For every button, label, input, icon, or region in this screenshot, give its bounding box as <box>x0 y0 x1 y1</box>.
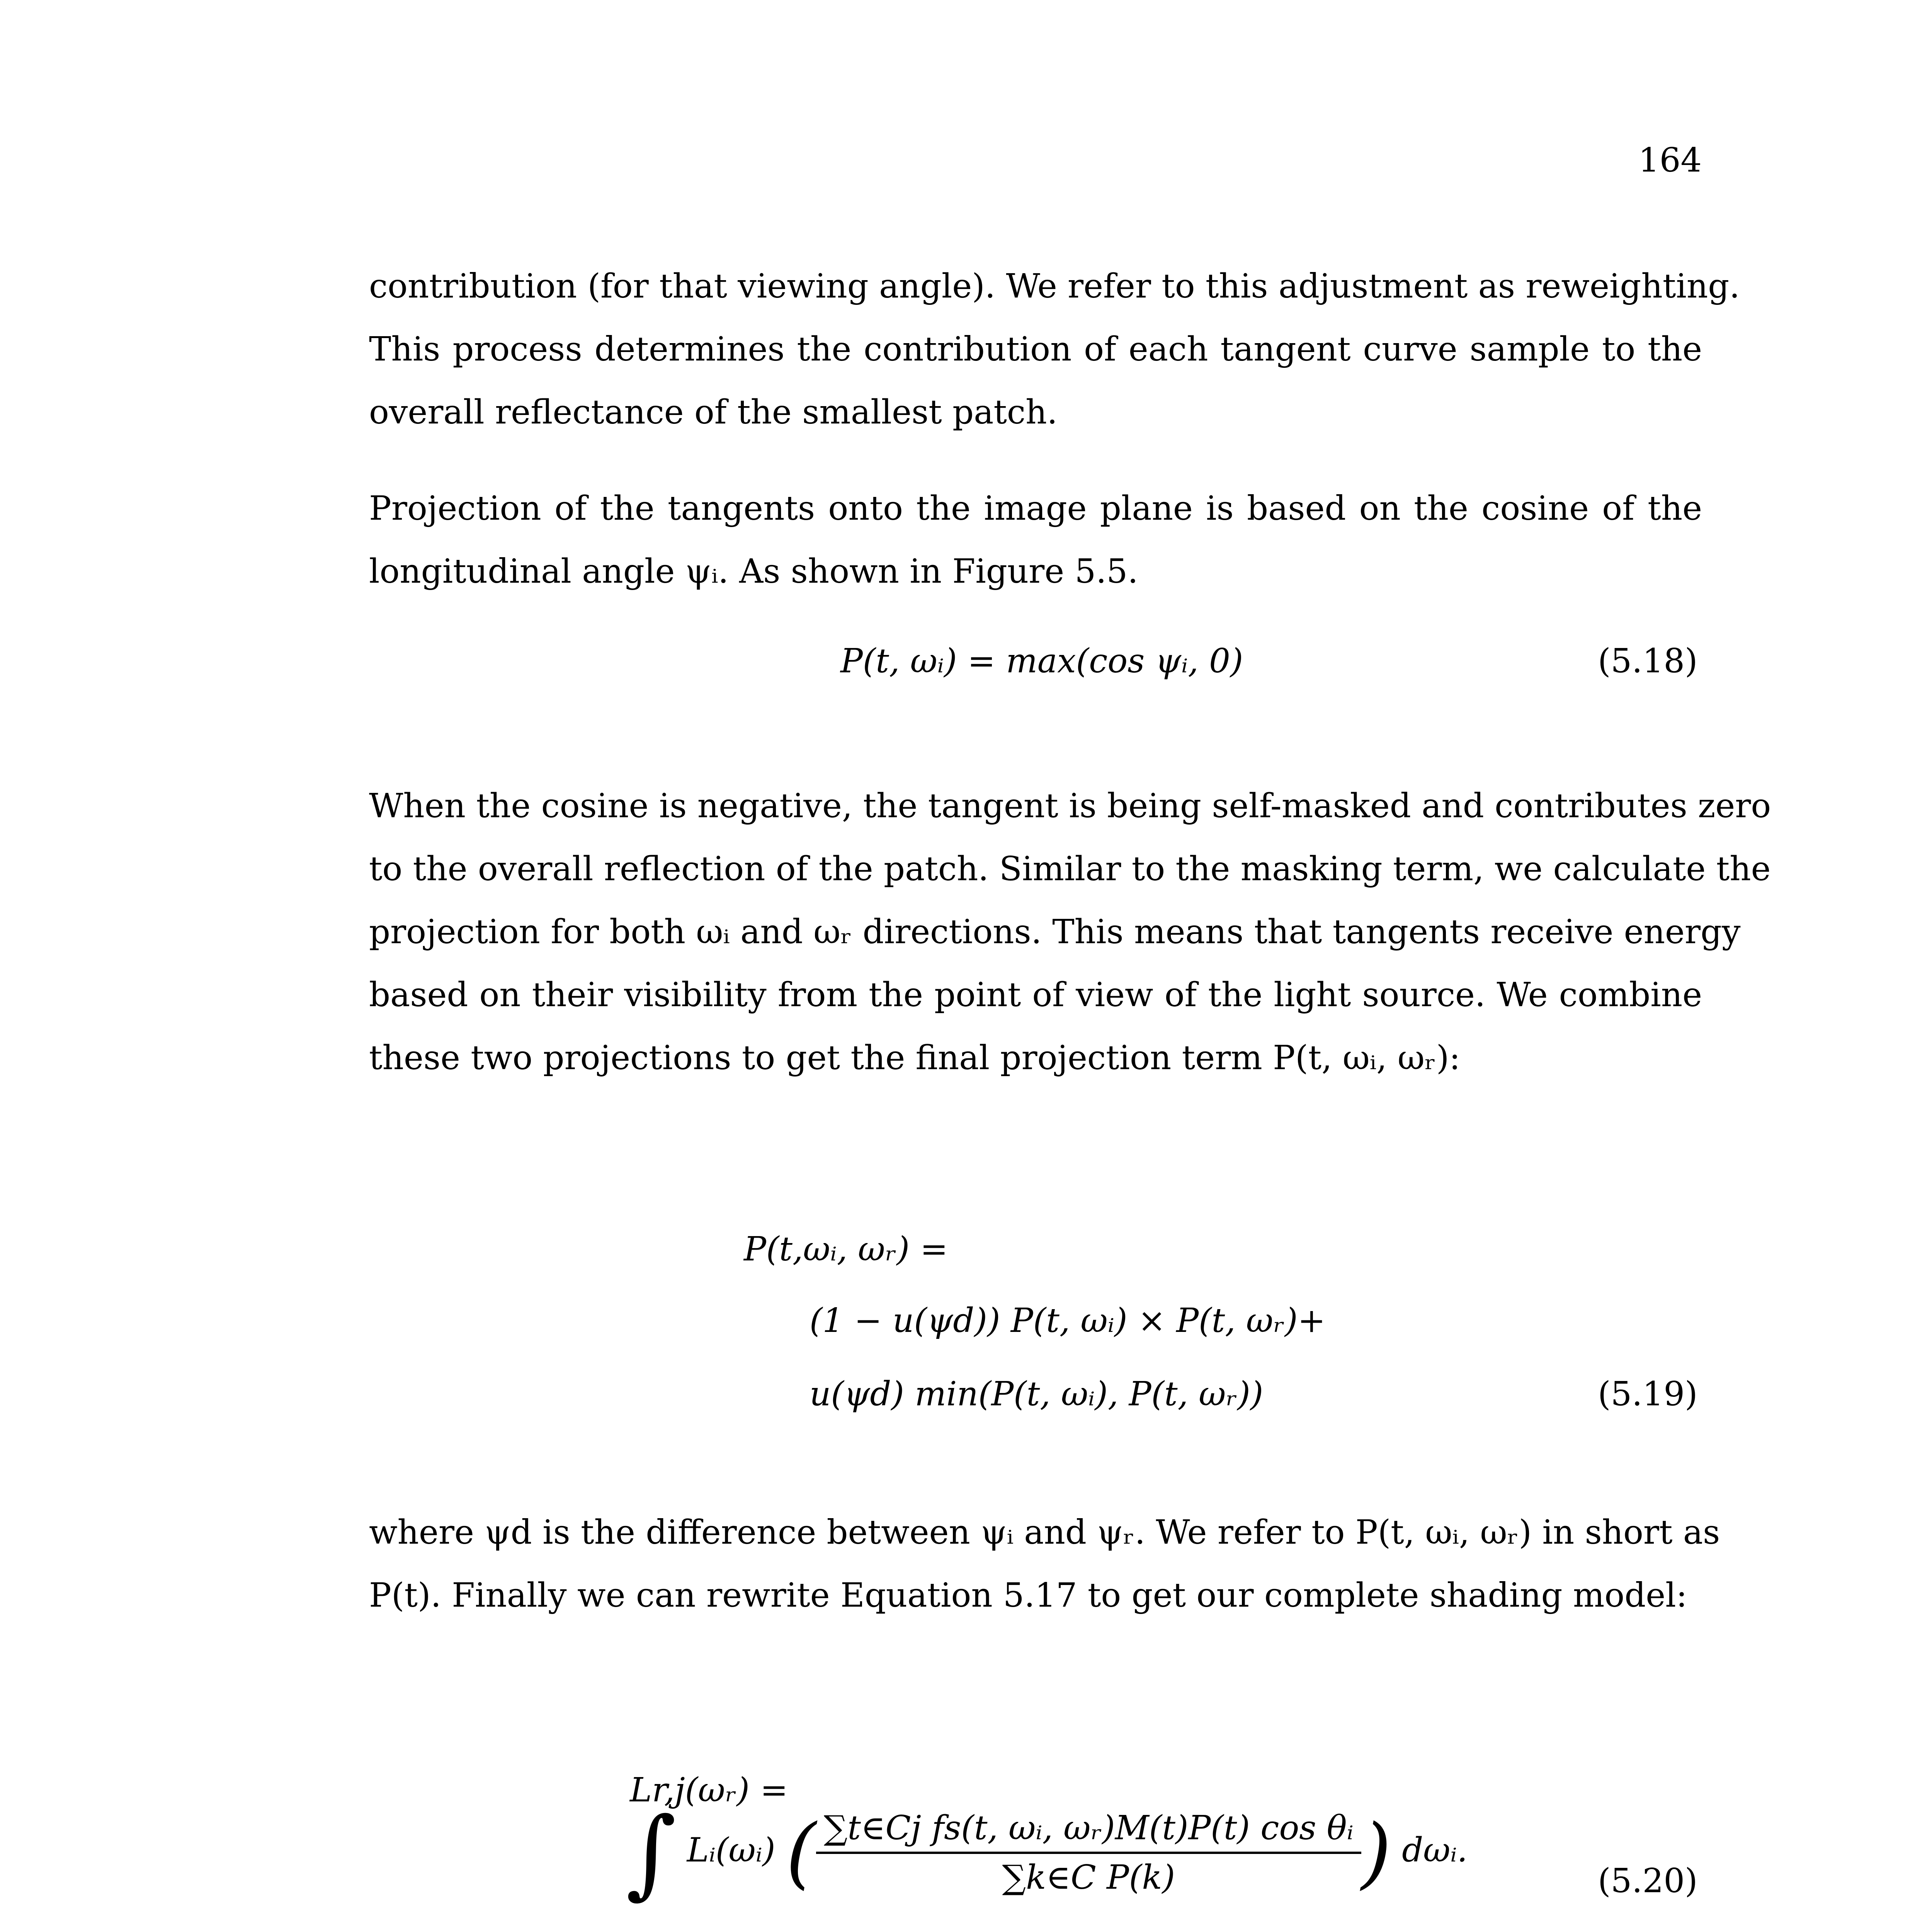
text-line: these two projections to get the final projection term P(t, ωᵢ, ωᵣ): <box>369 1039 1461 1077</box>
text-line: projection for both ωᵢ and ωᵣ directions. This means that tangents receive energy <box>369 913 1741 951</box>
fraction-denominator: ∑k∈C P(k) <box>1002 1858 1175 1897</box>
equation-5-19-line-1: P(t,ωᵢ, ωᵣ) = <box>744 1230 948 1269</box>
paragraph-reweighting <box>369 255 1740 444</box>
text-line: based on their visibility from the point of view of the light source. We combine <box>369 976 1702 1014</box>
incident-radiance: Lᵢ(ωᵢ) <box>687 1831 776 1870</box>
text-line: This process determines the contribution of each tangent curve sample to the <box>369 330 1702 369</box>
differential: dωᵢ. <box>1402 1831 1468 1870</box>
text-line: Projection of the tangents onto the image plane is based on the cosine of the <box>369 489 1702 528</box>
page-number: 164 <box>1638 141 1702 180</box>
equation-5-18: P(t, ωᵢ) = max(cos ψᵢ, 0) <box>840 642 1243 680</box>
equation-number-5-19: (5.19) <box>1598 1375 1698 1413</box>
equation-number-5-18: (5.18) <box>1598 642 1698 680</box>
integral-sign: ∫ <box>626 1796 677 1909</box>
fraction-numerator: ∑t∈Cj fs(t, ωᵢ, ωᵣ)M(t)P(t) cos θᵢ <box>816 1811 1361 1854</box>
fraction <box>816 1809 1361 1897</box>
left-paren: ( <box>786 1808 816 1898</box>
equation-5-19-line-3: u(ψd) min(P(t, ωᵢ), P(t, ωᵣ)) <box>810 1375 1264 1413</box>
text-line: contribution (for that viewing angle). We refer to this adjustment as reweighting. <box>369 267 1740 306</box>
paragraph-difference <box>369 1501 1720 1627</box>
text-line: where ψd is the difference between ψᵢ and ψᵣ. We refer to P(t, ωᵢ, ωᵣ) in short as <box>369 1513 1720 1552</box>
right-paren: ) <box>1361 1808 1391 1898</box>
text-line: overall reflectance of the smallest patch. <box>369 393 1058 432</box>
paragraph-projection <box>369 477 1702 603</box>
text-line: When the cosine is negative, the tangent is being self-masked and contributes zero <box>369 787 1771 825</box>
paragraph-self-masking <box>369 775 1771 1090</box>
text-line: longitudinal angle ψᵢ. As shown in Figure 5.5. <box>369 552 1138 591</box>
text-line: P(t). Finally we can rewrite Equation 5.17 to get our complete shading model: <box>369 1576 1687 1615</box>
equation-5-19-line-2: (1 − u(ψd)) P(t, ωᵢ) × P(t, ωᵣ)+ <box>810 1301 1326 1340</box>
equation-5-20-lhs: Lr,j(ωᵣ) = <box>630 1771 788 1810</box>
equation-number-5-20: (5.20) <box>1598 1862 1698 1900</box>
text-line: to the overall reflection of the patch. Similar to the masking term, we calculate the <box>369 850 1771 888</box>
equation-5-20-rhs <box>626 1796 1468 1909</box>
